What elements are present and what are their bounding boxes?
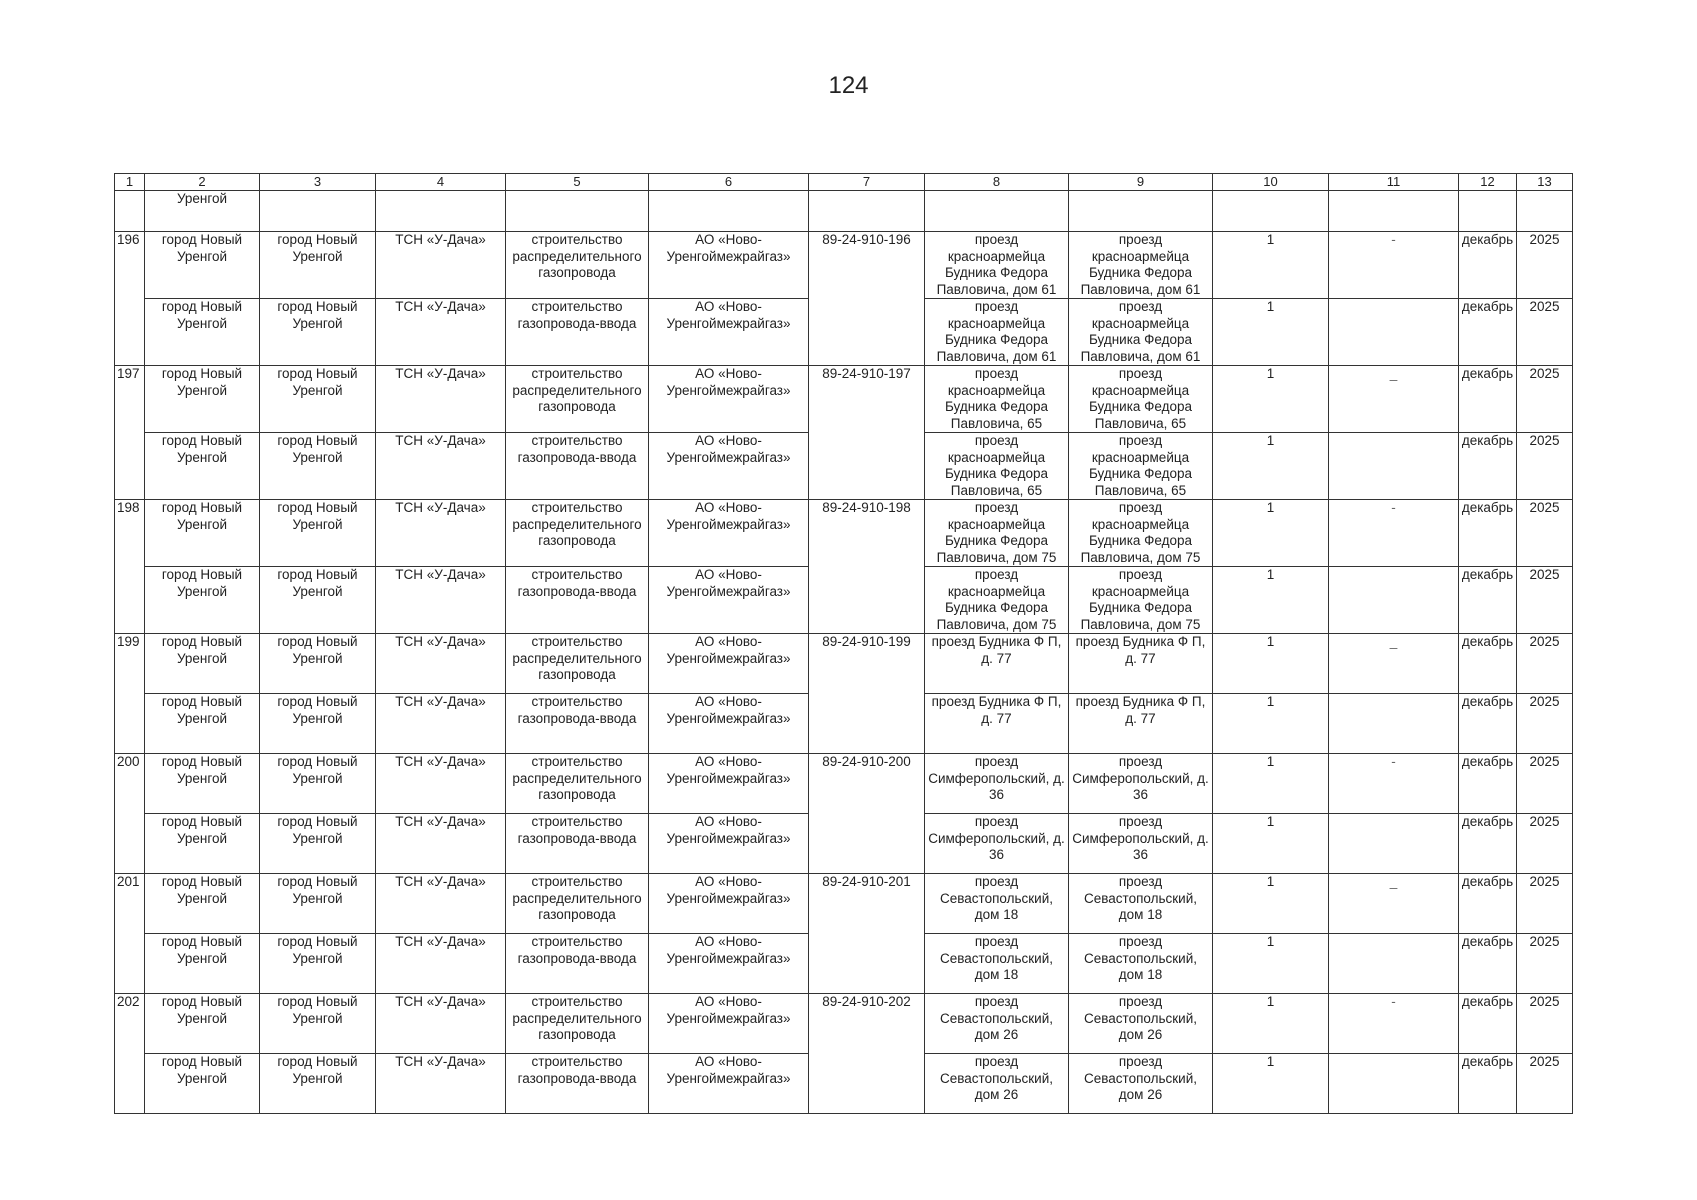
cell-note [1329, 299, 1459, 366]
cell-municipality: город Новый Уренгой [145, 994, 260, 1054]
cell-year: 2025 [1517, 232, 1573, 299]
cell-registry-number: 89-24-910-199 [809, 634, 925, 754]
cell-address-to: проезд красноармейца Будника Федора Павловича, дом 61 [1069, 232, 1213, 299]
cell-address-from: проезд Симферопольский, д. 36 [925, 754, 1069, 814]
column-header: 13 [1517, 174, 1573, 191]
registry-table [114, 173, 1573, 1114]
cell-num [115, 191, 145, 232]
cell-settlement: город Новый Уренгой [260, 366, 376, 433]
cell-address-from: проезд красноармейца Будника Федора Павловича, 65 [925, 433, 1069, 500]
cell-work-type: строительство газопровода-ввода [506, 299, 649, 366]
cell-address-to: проезд красноармейца Будника Федора Павловича, 65 [1069, 433, 1213, 500]
cell-operator: АО «Ново-Уренгоймежрайгаз» [649, 500, 809, 567]
cell-note [1329, 433, 1459, 500]
cell-count: 1 [1213, 634, 1329, 694]
cell-operator: АО «Ново-Уренгоймежрайгаз» [649, 754, 809, 814]
cell-note [1329, 1054, 1459, 1114]
cell-address-from: проезд Будника Ф П, д. 77 [925, 634, 1069, 694]
cell-work-type: строительство распределительного газопровода [506, 366, 649, 433]
cell-year: 2025 [1517, 934, 1573, 994]
cell-settlement: город Новый Уренгой [260, 634, 376, 694]
cell-year: 2025 [1517, 366, 1573, 433]
cell-month: декабрь [1459, 567, 1517, 634]
cell-month: декабрь [1459, 994, 1517, 1054]
cell-work-type: строительство газопровода-ввода [506, 814, 649, 874]
cell-municipality: Уренгой [145, 191, 260, 232]
cell-count: 1 [1213, 232, 1329, 299]
cell-address-to: проезд Симферопольский, д. 36 [1069, 754, 1213, 814]
cell-applicant: ТСН «У-Дача» [376, 754, 506, 814]
cell-address-to: проезд красноармейца Будника Федора Павловича, 65 [1069, 366, 1213, 433]
cell-note: _ [1329, 366, 1459, 433]
cell-year: 2025 [1517, 433, 1573, 500]
cell-month: декабрь [1459, 500, 1517, 567]
cell-municipality: город Новый Уренгой [145, 366, 260, 433]
column-header: 7 [809, 174, 925, 191]
cell-applicant: ТСН «У-Дача» [376, 500, 506, 567]
cell-municipality: город Новый Уренгой [145, 634, 260, 694]
cell-address-to: проезд Севастопольский, дом 18 [1069, 874, 1213, 934]
column-header: 3 [260, 174, 376, 191]
cell-year: 2025 [1517, 814, 1573, 874]
column-header: 4 [376, 174, 506, 191]
cell-operator: АО «Ново-Уренгоймежрайгаз» [649, 1054, 809, 1114]
cell-note: - [1329, 500, 1459, 567]
cell-year: 2025 [1517, 500, 1573, 567]
cell-applicant: ТСН «У-Дача» [376, 1054, 506, 1114]
cell-address-from: проезд Симферопольский, д. 36 [925, 814, 1069, 874]
cell-registry-number: 89-24-910-196 [809, 232, 925, 366]
cell-address-to: проезд красноармейца Будника Федора Павловича, дом 75 [1069, 567, 1213, 634]
cell-empty [1329, 191, 1459, 232]
cell-applicant: ТСН «У-Дача» [376, 299, 506, 366]
cell-address-from: проезд красноармейца Будника Федора Павловича, дом 61 [925, 299, 1069, 366]
cell-address-from: проезд красноармейца Будника Федора Павловича, дом 75 [925, 500, 1069, 567]
cell-note [1329, 814, 1459, 874]
cell-count: 1 [1213, 994, 1329, 1054]
cell-month: декабрь [1459, 874, 1517, 934]
cell-municipality: город Новый Уренгой [145, 814, 260, 874]
cell-work-type: строительство распределительного газопровода [506, 634, 649, 694]
cell-address-to: проезд Будника Ф П, д. 77 [1069, 634, 1213, 694]
cell-note: _ [1329, 874, 1459, 934]
cell-work-type: строительство газопровода-ввода [506, 1054, 649, 1114]
cell-operator: АО «Ново-Уренгоймежрайгаз» [649, 299, 809, 366]
cell-work-type: строительство распределительного газопровода [506, 874, 649, 934]
cell-year: 2025 [1517, 874, 1573, 934]
column-header: 11 [1329, 174, 1459, 191]
cell-num: 199 [115, 634, 145, 754]
cell-applicant: ТСН «У-Дача» [376, 634, 506, 694]
cell-empty [1459, 191, 1517, 232]
cell-work-type: строительство газопровода-ввода [506, 694, 649, 754]
cell-registry-number: 89-24-910-200 [809, 754, 925, 874]
cell-year: 2025 [1517, 567, 1573, 634]
cell-work-type: строительство распределительного газопровода [506, 232, 649, 299]
cell-operator: АО «Ново-Уренгоймежрайгаз» [649, 567, 809, 634]
cell-operator: АО «Ново-Уренгоймежрайгаз» [649, 634, 809, 694]
cell-empty [1069, 191, 1213, 232]
column-header: 12 [1459, 174, 1517, 191]
cell-operator: АО «Ново-Уренгоймежрайгаз» [649, 814, 809, 874]
cell-year: 2025 [1517, 694, 1573, 754]
cell-month: декабрь [1459, 366, 1517, 433]
cell-operator: АО «Ново-Уренгоймежрайгаз» [649, 994, 809, 1054]
cell-applicant: ТСН «У-Дача» [376, 934, 506, 994]
cell-empty [1517, 191, 1573, 232]
cell-address-to: проезд Севастопольский, дом 26 [1069, 1054, 1213, 1114]
cell-settlement: город Новый Уренгой [260, 994, 376, 1054]
cell-count: 1 [1213, 567, 1329, 634]
cell-address-from: проезд красноармейца Будника Федора Павловича, дом 61 [925, 232, 1069, 299]
cell-month: декабрь [1459, 232, 1517, 299]
cell-address-to: проезд Севастопольский, дом 18 [1069, 934, 1213, 994]
table-row [115, 232, 1573, 299]
cell-address-from: проезд Севастопольский, дом 18 [925, 934, 1069, 994]
cell-settlement: город Новый Уренгой [260, 232, 376, 299]
cell-settlement: город Новый Уренгой [260, 433, 376, 500]
cell-work-type: строительство распределительного газопровода [506, 500, 649, 567]
cell-note: _ [1329, 634, 1459, 694]
table-row [115, 874, 1573, 934]
cell-applicant: ТСН «У-Дача» [376, 694, 506, 754]
cell-registry-number: 89-24-910-202 [809, 994, 925, 1114]
cell-note: - [1329, 232, 1459, 299]
header-row [115, 174, 1573, 191]
column-header: 6 [649, 174, 809, 191]
cell-municipality: город Новый Уренгой [145, 1054, 260, 1114]
cell-count: 1 [1213, 299, 1329, 366]
cell-municipality: город Новый Уренгой [145, 232, 260, 299]
cell-month: декабрь [1459, 433, 1517, 500]
cell-applicant: ТСН «У-Дача» [376, 994, 506, 1054]
cell-month: декабрь [1459, 1054, 1517, 1114]
cell-operator: АО «Ново-Уренгоймежрайгаз» [649, 366, 809, 433]
cell-empty [809, 191, 925, 232]
cell-year: 2025 [1517, 754, 1573, 814]
cell-settlement: город Новый Уренгой [260, 814, 376, 874]
cell-municipality: город Новый Уренгой [145, 433, 260, 500]
cell-applicant: ТСН «У-Дача» [376, 433, 506, 500]
cell-municipality: город Новый Уренгой [145, 934, 260, 994]
table-row [115, 500, 1573, 567]
cell-registry-number: 89-24-910-197 [809, 366, 925, 500]
cell-applicant: ТСН «У-Дача» [376, 366, 506, 433]
cell-settlement: город Новый Уренгой [260, 694, 376, 754]
table-row [115, 366, 1573, 433]
cell-count: 1 [1213, 1054, 1329, 1114]
cell-work-type: строительство распределительного газопровода [506, 754, 649, 814]
cell-work-type: строительство газопровода-ввода [506, 934, 649, 994]
cell-count: 1 [1213, 814, 1329, 874]
cell-operator: АО «Ново-Уренгоймежрайгаз» [649, 874, 809, 934]
column-header: 5 [506, 174, 649, 191]
page-number: 124 [828, 72, 869, 99]
cell-settlement: город Новый Уренгой [260, 567, 376, 634]
cell-operator: АО «Ново-Уренгоймежрайгаз» [649, 934, 809, 994]
cell-municipality: город Новый Уренгой [145, 874, 260, 934]
cell-address-to: проезд Севастопольский, дом 26 [1069, 994, 1213, 1054]
column-header: 8 [925, 174, 1069, 191]
cell-year: 2025 [1517, 1054, 1573, 1114]
cell-operator: АО «Ново-Уренгоймежрайгаз» [649, 433, 809, 500]
cell-municipality: город Новый Уренгой [145, 500, 260, 567]
cell-month: декабрь [1459, 634, 1517, 694]
cell-applicant: ТСН «У-Дача» [376, 232, 506, 299]
cell-municipality: город Новый Уренгой [145, 754, 260, 814]
cell-address-from: проезд Севастопольский, дом 26 [925, 1054, 1069, 1114]
cell-num: 196 [115, 232, 145, 366]
cell-month: декабрь [1459, 299, 1517, 366]
cell-address-from: проезд красноармейца Будника Федора Павловича, 65 [925, 366, 1069, 433]
cell-address-from: проезд Будника Ф П, д. 77 [925, 694, 1069, 754]
cell-count: 1 [1213, 433, 1329, 500]
cell-month: декабрь [1459, 754, 1517, 814]
cell-empty [376, 191, 506, 232]
cell-note: - [1329, 754, 1459, 814]
cell-num: 202 [115, 994, 145, 1114]
cell-applicant: ТСН «У-Дача» [376, 567, 506, 634]
cell-applicant: ТСН «У-Дача» [376, 874, 506, 934]
cell-municipality: город Новый Уренгой [145, 567, 260, 634]
cell-address-to: проезд красноармейца Будника Федора Павловича, дом 75 [1069, 500, 1213, 567]
cell-operator: АО «Ново-Уренгоймежрайгаз» [649, 232, 809, 299]
cell-empty [1213, 191, 1329, 232]
cell-address-to: проезд Симферопольский, д. 36 [1069, 814, 1213, 874]
cell-settlement: город Новый Уренгой [260, 1054, 376, 1114]
cell-month: декабрь [1459, 814, 1517, 874]
cell-settlement: город Новый Уренгой [260, 500, 376, 567]
cell-registry-number: 89-24-910-201 [809, 874, 925, 994]
cell-empty [649, 191, 809, 232]
cell-settlement: город Новый Уренгой [260, 874, 376, 934]
cell-registry-number: 89-24-910-198 [809, 500, 925, 634]
table-row [115, 634, 1573, 694]
cell-note [1329, 567, 1459, 634]
cell-note [1329, 694, 1459, 754]
cell-count: 1 [1213, 500, 1329, 567]
cell-operator: АО «Ново-Уренгоймежрайгаз» [649, 694, 809, 754]
cell-address-from: проезд Севастопольский, дом 26 [925, 994, 1069, 1054]
cell-empty [260, 191, 376, 232]
cell-work-type: строительство распределительного газопровода [506, 994, 649, 1054]
cell-municipality: город Новый Уренгой [145, 694, 260, 754]
cell-num: 201 [115, 874, 145, 994]
cell-count: 1 [1213, 366, 1329, 433]
cell-empty [925, 191, 1069, 232]
cell-address-from: проезд Севастопольский, дом 18 [925, 874, 1069, 934]
cell-month: декабрь [1459, 694, 1517, 754]
cell-count: 1 [1213, 694, 1329, 754]
cell-count: 1 [1213, 754, 1329, 814]
cell-note: - [1329, 994, 1459, 1054]
cell-address-to: проезд Будника Ф П, д. 77 [1069, 694, 1213, 754]
cell-note [1329, 934, 1459, 994]
cell-count: 1 [1213, 874, 1329, 934]
cell-settlement: город Новый Уренгой [260, 299, 376, 366]
cell-work-type: строительство газопровода-ввода [506, 567, 649, 634]
column-header: 9 [1069, 174, 1213, 191]
cell-address-to: проезд красноармейца Будника Федора Павловича, дом 61 [1069, 299, 1213, 366]
cell-num: 198 [115, 500, 145, 634]
column-header: 10 [1213, 174, 1329, 191]
cell-num: 200 [115, 754, 145, 874]
cell-num: 197 [115, 366, 145, 500]
cell-year: 2025 [1517, 994, 1573, 1054]
cell-year: 2025 [1517, 299, 1573, 366]
cell-month: декабрь [1459, 934, 1517, 994]
cell-year: 2025 [1517, 634, 1573, 694]
cell-address-from: проезд красноармейца Будника Федора Павловича, дом 75 [925, 567, 1069, 634]
table-row [115, 754, 1573, 814]
cell-settlement: город Новый Уренгой [260, 754, 376, 814]
cell-count: 1 [1213, 934, 1329, 994]
column-header: 2 [145, 174, 260, 191]
cell-work-type: строительство газопровода-ввода [506, 433, 649, 500]
cell-settlement: город Новый Уренгой [260, 934, 376, 994]
cell-empty [506, 191, 649, 232]
table-row [115, 994, 1573, 1054]
cell-municipality: город Новый Уренгой [145, 299, 260, 366]
column-header: 1 [115, 174, 145, 191]
continuation-row [115, 191, 1573, 232]
cell-applicant: ТСН «У-Дача» [376, 814, 506, 874]
